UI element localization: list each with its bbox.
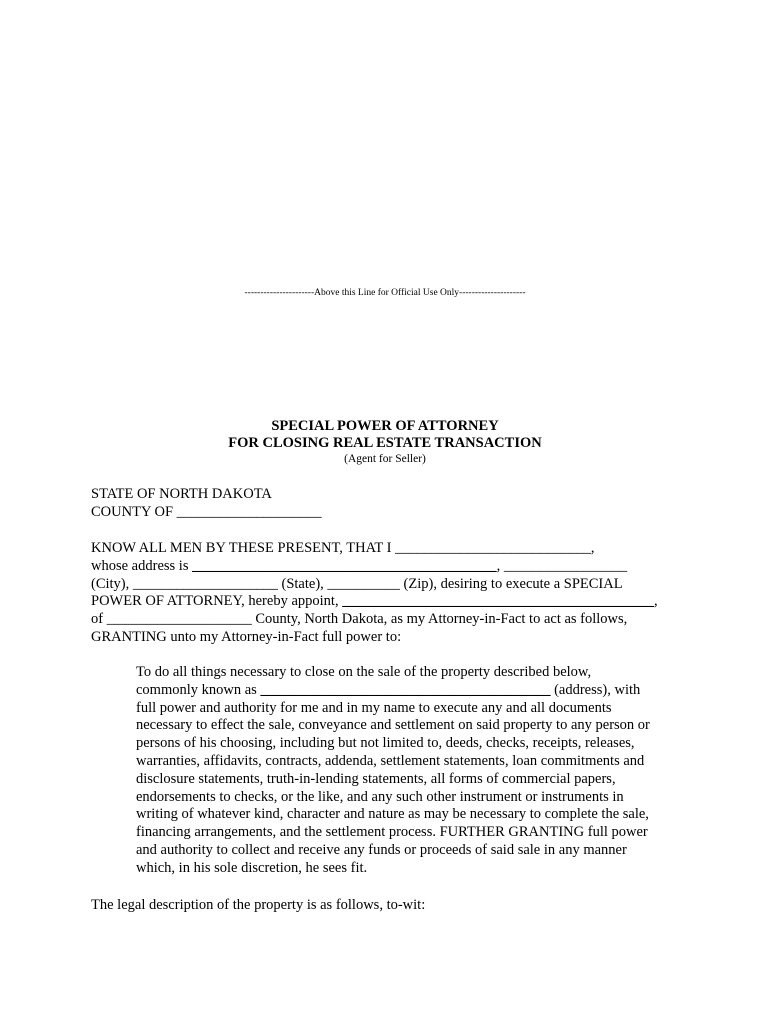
address-label: whose address is — [91, 557, 193, 574]
property-address-blank[interactable]: ________________________________________ — [260, 681, 551, 698]
appoint-line — [91, 593, 661, 611]
city-state-zip-line: (City), ____________________ (State), __________ (Zip), desiring to execute a SPECIAL — [91, 575, 623, 592]
granting-line-6: warranties, affidavits, contracts, addenda, settlement statements, loan commitments and — [136, 752, 645, 769]
address-blank[interactable]: __________________________________________ — [192, 557, 497, 574]
granting-line-8: endorsements to checks, or the like, and any such other instrument or instruments in — [136, 788, 624, 805]
address-city-blank: , _________________ — [496, 557, 628, 574]
granting-intro-line: GRANTING unto my Attorney-in-Fact full power to: — [91, 628, 402, 645]
appoint-comma: , — [653, 593, 658, 610]
granting-paragraph — [136, 664, 681, 878]
granting-line-5: persons of his choosing, including but not limited to, deeds, checks, receipts, releases, — [136, 735, 635, 752]
official-use-line: ----------------------Above this Line for Official Use Only--------------------- — [244, 288, 526, 298]
title-subtitle: (Agent for Seller) — [344, 453, 426, 465]
granting-line-12: which, in his sole discretion, he sees fit. — [136, 859, 368, 876]
granting-line-10: financing arrangements, and the settlement process. FURTHER GRANTING full power — [136, 824, 648, 841]
granting-line-1: To do all things necessary to close on the sale of the property described below, — [136, 664, 592, 680]
granting-line-2 — [136, 682, 681, 700]
title-line-2: FOR CLOSING REAL ESTATE TRANSACTION — [228, 435, 542, 451]
document-title — [0, 418, 770, 467]
state-line: STATE OF NORTH DAKOTA — [91, 486, 272, 502]
address-with-label: (address), with — [550, 681, 641, 698]
address-line — [91, 558, 661, 576]
granting-line-3: full power and authority for me and in my name to execute any and all documents — [136, 699, 612, 716]
granting-line-11: and authority to collect and receive any funds or proceeds of said sale in any manner — [136, 841, 627, 858]
state-county-block — [91, 486, 322, 522]
appoint-label: POWER OF ATTORNEY, hereby appoint, — [91, 593, 343, 610]
grantor-line: KNOW ALL MEN BY THESE PRESENT, THAT I ___________________________, — [91, 540, 595, 556]
title-line-1: SPECIAL POWER OF ATTORNEY — [271, 418, 499, 434]
legal-description-line: The legal description of the property is as follows, to-wit: — [91, 897, 426, 913]
granting-line-4: necessary to effect the sale, conveyance and settlement on said property to any person or — [136, 717, 650, 734]
granting-line-9: writing of whatever kind, character and nature as may be necessary to complete the sale, — [136, 806, 649, 823]
commonly-known-label: commonly known as — [136, 681, 261, 698]
granting-line-7: disclosure statements, truth-in-lending statements, all forms of commercial papers, — [136, 770, 616, 787]
county-attorney-line: of ____________________ County, North Dakota, as my Attorney-in-Fact to act as follows, — [91, 611, 628, 628]
county-line: COUNTY OF ____________________ — [91, 503, 322, 520]
know-all-men-paragraph — [91, 540, 661, 647]
attorney-name-blank[interactable]: ___________________________________________ — [342, 593, 654, 610]
